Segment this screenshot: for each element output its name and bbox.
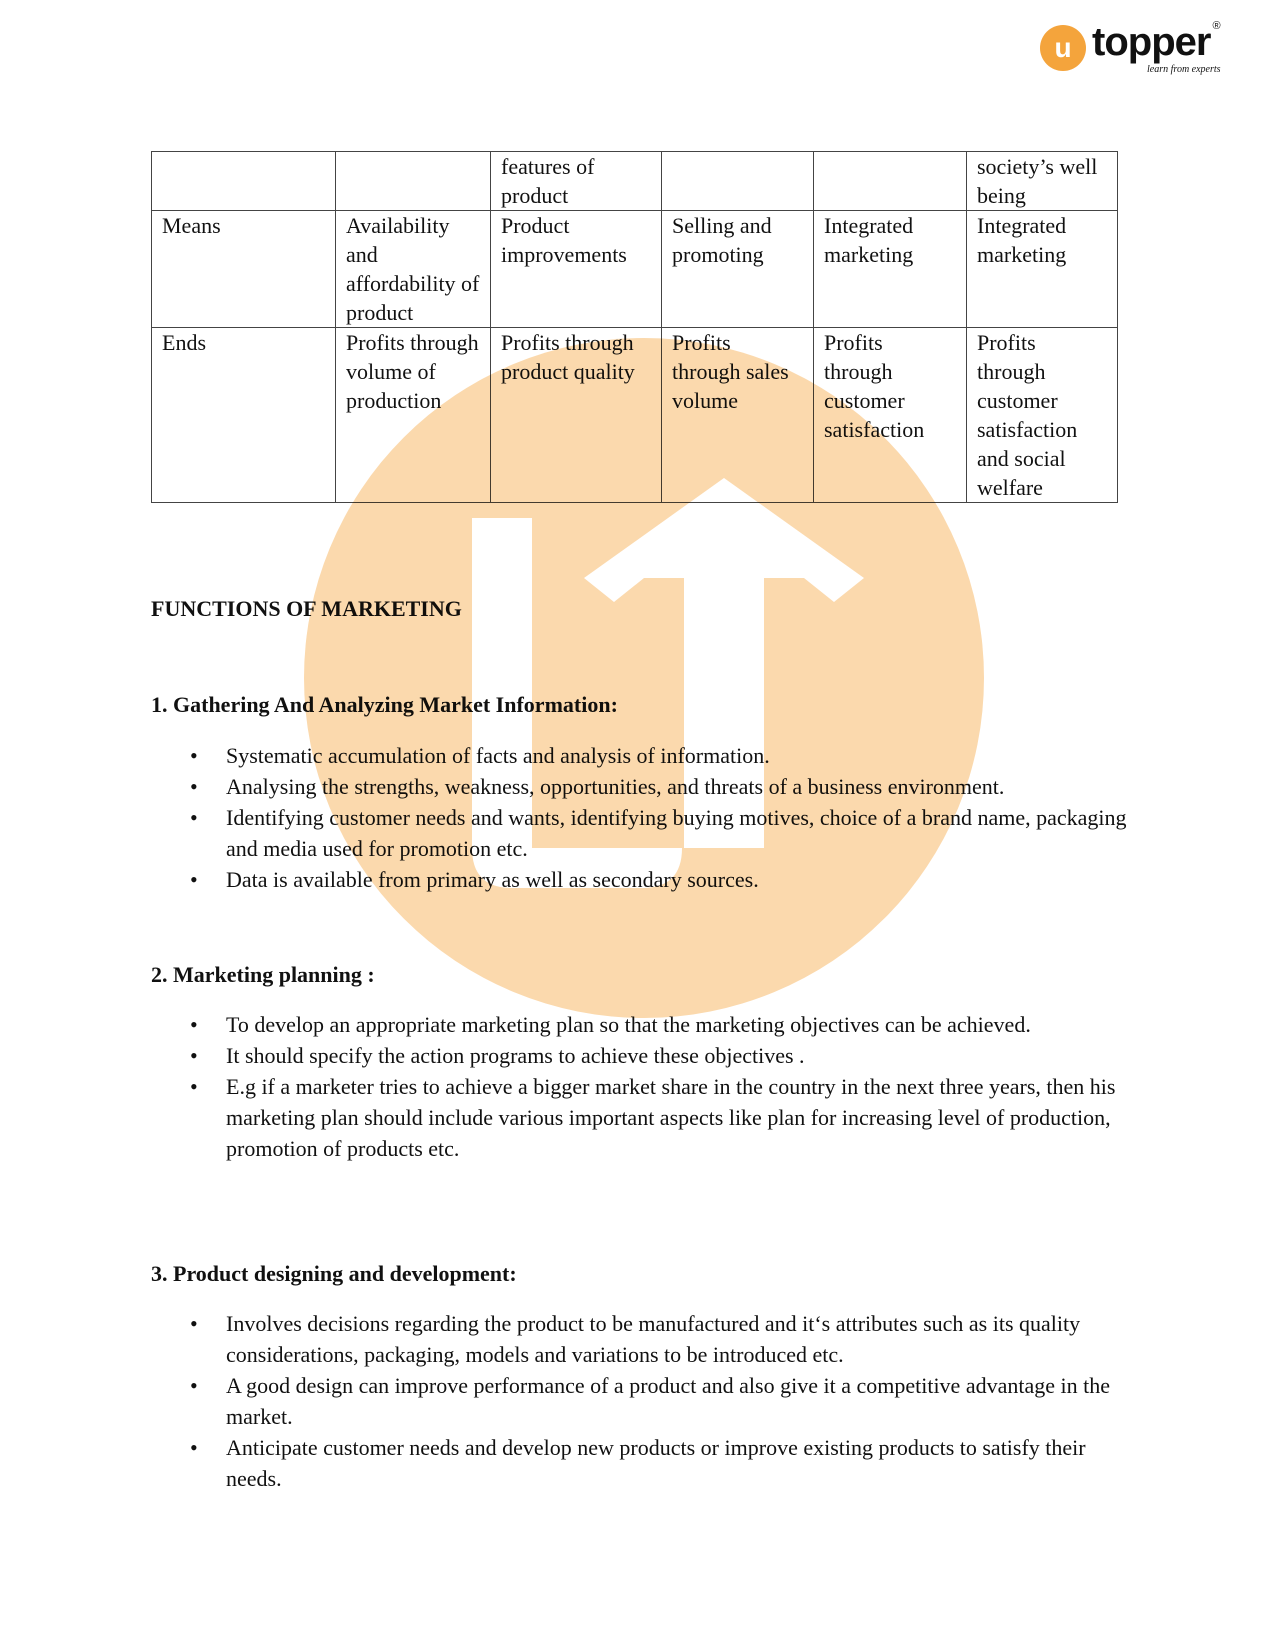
table-cell: Availability and affordability of product <box>336 211 491 328</box>
table-cell: Selling and promoting <box>662 211 814 328</box>
logo-name: topper <box>1092 20 1211 64</box>
list-item: • Systematic accumulation of facts and analysis of information. <box>190 740 1130 771</box>
table-cell <box>814 152 967 211</box>
list-item: • Involves decisions regarding the product to be manufactured and it‘s attributes such as its quality considerations, packaging, models and variations to be introduced etc. <box>190 1308 1130 1370</box>
list-item: • E.g if a marketer tries to achieve a bigger market share in the country in the next three years, then his marketing plan should include various important aspects like plan for increasing level of production, promotion of products etc. <box>190 1071 1130 1164</box>
subsection-title: 1. Gathering And Analyzing Market Information: <box>151 692 618 717</box>
table-cell: Profits through customer satisfaction <box>814 328 967 503</box>
registered-mark: ® <box>1212 20 1221 32</box>
table-cell <box>152 152 336 211</box>
logo-name-row <box>1092 20 1221 64</box>
list-item: • Identifying customer needs and wants, identifying buying motives, choice of a brand name, packaging and media used for promotion etc. <box>190 802 1130 864</box>
list-item: • It should specify the action programs to achieve these objectives . <box>190 1040 1130 1071</box>
table-row <box>152 152 1118 211</box>
logo-wordmark <box>1092 20 1221 76</box>
table-cell: Product improvements <box>491 211 662 328</box>
table-cell: society’s well being <box>967 152 1118 211</box>
logo-mark: u <box>1040 25 1086 71</box>
list-item: • Anticipate customer needs and develop new products or improve existing products to satisfy their needs. <box>190 1432 1130 1494</box>
subsection-title: 3. Product designing and development: <box>151 1261 517 1286</box>
list-item: • Analysing the strengths, weakness, opportunities, and threats of a business environment. <box>190 771 1130 802</box>
logo-tagline: learn from experts <box>1147 64 1221 75</box>
list-item: • To develop an appropriate marketing plan so that the marketing objectives can be achieved. <box>190 1009 1130 1040</box>
table-cell: Ends <box>152 328 336 503</box>
table-cell: Profits through product quality <box>491 328 662 503</box>
list-item: • A good design can improve performance of a product and also give it a competitive advantage in the market. <box>190 1370 1130 1432</box>
topper-logo <box>1040 20 1221 76</box>
table-cell <box>662 152 814 211</box>
table-row <box>152 328 1118 503</box>
table-cell <box>336 152 491 211</box>
bullet-list <box>190 1308 1130 1494</box>
subsection-title: 2. Marketing planning : <box>151 962 375 987</box>
table-cell: Profits through volume of production <box>336 328 491 503</box>
section-heading: FUNCTIONS OF MARKETING <box>151 596 462 621</box>
table-cell: Integrated marketing <box>967 211 1118 328</box>
table-cell: features of product <box>491 152 662 211</box>
table-cell: Profits through customer satisfaction and social welfare <box>967 328 1118 503</box>
table-cell: Means <box>152 211 336 328</box>
bullet-list <box>190 1009 1130 1164</box>
table-row <box>152 211 1118 328</box>
table-cell: Profits through sales volume <box>662 328 814 503</box>
list-item: • Data is available from primary as well as secondary sources. <box>190 864 1130 895</box>
bullet-list <box>190 740 1130 895</box>
table-cell: Integrated marketing <box>814 211 967 328</box>
marketing-concepts-table <box>151 151 1118 503</box>
